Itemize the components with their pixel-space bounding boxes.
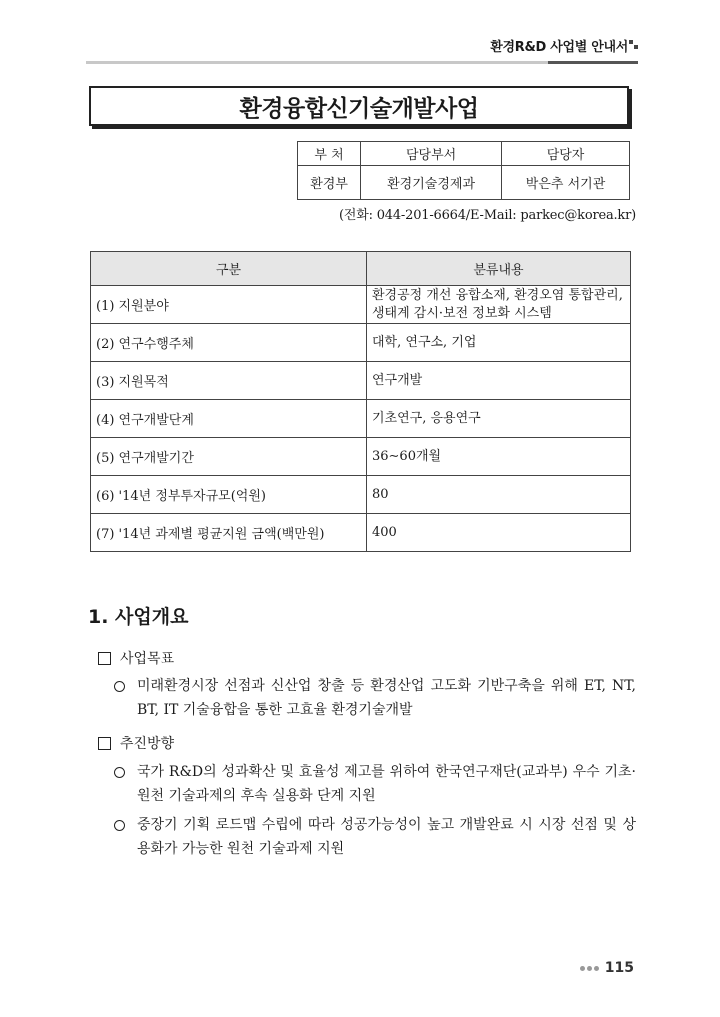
page-number-text: 115 <box>604 960 634 976</box>
goal-label: 사업목표 <box>120 651 175 667</box>
contact-table <box>297 141 630 200</box>
goal-bullet-text: 미래환경시장 선점과 신산업 창출 등 환경산업 고도화 기반구축을 위해 ET, NT, BT, IT 기술융합을 통한 고효율 환경기술개발 <box>137 678 636 718</box>
row-label: (4) 연구개발단계 <box>91 400 367 438</box>
row-value: 기초연구, 응용연구 <box>367 400 631 438</box>
document-title: 환경융합신기술개발사업 <box>239 95 479 122</box>
row-value: 36∼60개월 <box>367 438 631 476</box>
row-value: 대학, 연구소, 기업 <box>367 324 631 362</box>
direction-item <box>98 733 174 753</box>
list-item <box>112 674 636 722</box>
row-label: (1) 지원분야 <box>91 286 367 324</box>
table-row <box>91 324 631 362</box>
direction-bullet-text: 국가 R&D의 성과확산 및 효율성 제고를 위하여 한국연구재단(교과부) 우수 기초·원천 기술과제의 후속 실용화 단계 지원 <box>137 764 636 804</box>
contact-ministry: 환경부 <box>298 166 361 200</box>
list-item <box>112 813 636 861</box>
contact-header-ministry: 부 처 <box>298 142 361 166</box>
row-label: (5) 연구개발기간 <box>91 438 367 476</box>
document-title-box <box>89 86 629 126</box>
row-value: 연구개발 <box>367 362 631 400</box>
table-row <box>91 476 631 514</box>
row-label: (7) '14년 과제별 평균지원 금액(백만원) <box>91 514 367 552</box>
section-heading: 1. 사업개요 <box>88 606 189 628</box>
table-row <box>91 514 631 552</box>
contact-person: 박은추 서기관 <box>502 166 630 200</box>
direction-bullet-text: 중장기 기획 로드맵 수립에 따라 성공가능성이 높고 개발완료 시 시장 선점 및 상용화가 가능한 원천 기술과제 지원 <box>137 817 636 857</box>
contact-department: 환경기술경제과 <box>361 166 502 200</box>
info-header-category: 구분 <box>91 252 367 286</box>
corner-mark-icon <box>629 40 638 49</box>
table-row <box>91 362 631 400</box>
circle-bullet-icon <box>114 767 125 778</box>
row-label: (2) 연구수행주체 <box>91 324 367 362</box>
table-row <box>91 286 631 324</box>
goal-item <box>98 648 174 668</box>
row-value: 환경공정 개선 융합소재, 환경오염 통합관리, 생태계 감시·보전 정보화 시스템 <box>367 286 631 324</box>
running-header-title: 환경R&D 사업별 안내서 <box>490 40 628 55</box>
header-rule-accent <box>548 61 638 64</box>
table-row <box>91 438 631 476</box>
circle-bullet-icon <box>114 681 125 692</box>
page-number <box>580 960 634 976</box>
contact-header-person: 담당자 <box>502 142 630 166</box>
square-bullet-icon <box>98 737 111 750</box>
direction-label: 추진방향 <box>120 736 175 752</box>
list-item <box>112 760 636 808</box>
dots-icon <box>580 966 599 971</box>
table-row <box>91 400 631 438</box>
row-value: 80 <box>367 476 631 514</box>
contact-header-department: 담당부서 <box>361 142 502 166</box>
row-label: (6) '14년 정부투자규모(억원) <box>91 476 367 514</box>
info-header-content: 분류내용 <box>367 252 631 286</box>
row-label: (3) 지원목적 <box>91 362 367 400</box>
circle-bullet-icon <box>114 820 125 831</box>
contact-phone-email: (전화: 044-201-6664/E-Mail: parkec@korea.kr) <box>339 208 636 223</box>
program-info-table <box>90 251 631 552</box>
square-bullet-icon <box>98 652 111 665</box>
row-value: 400 <box>367 514 631 552</box>
